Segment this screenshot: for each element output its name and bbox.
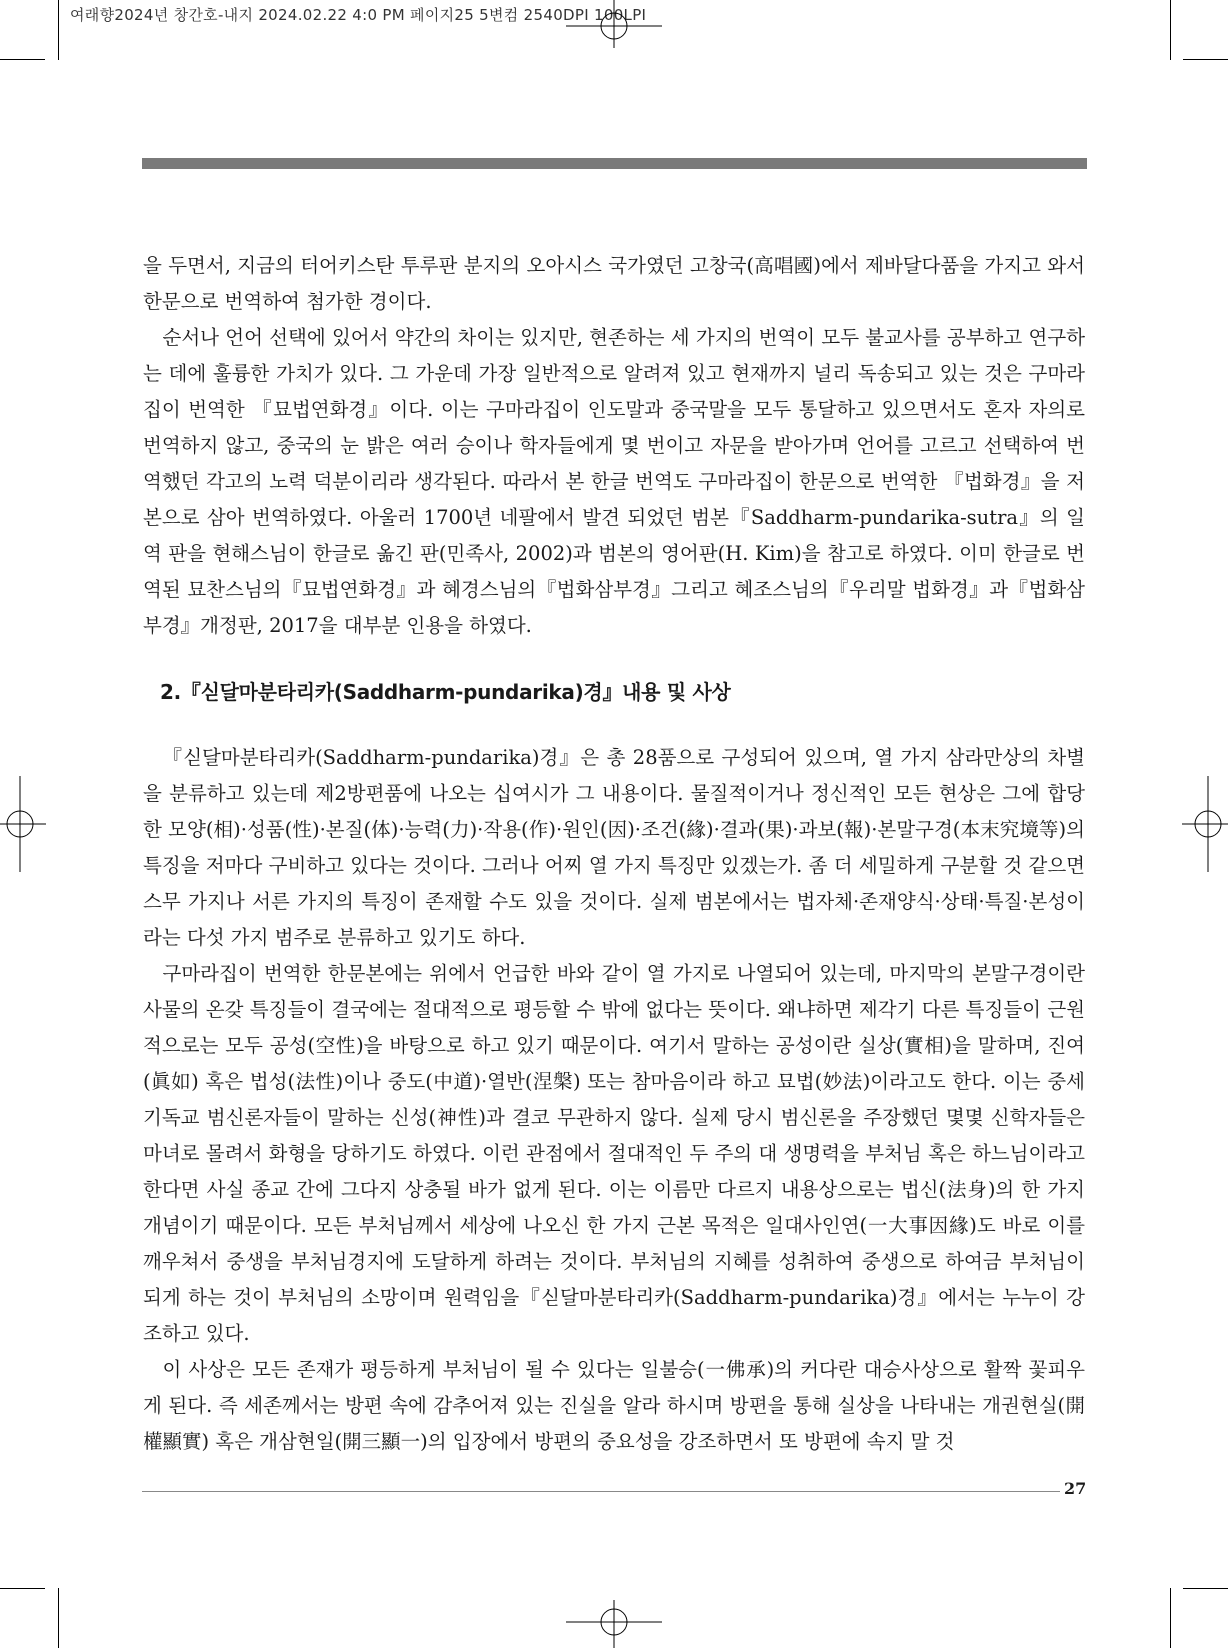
- body-text-block-top: [143, 248, 1085, 644]
- paragraph-5: 이 사상은 모든 존재가 평등하게 부처님이 될 수 있다는 일불승(一佛承)의 커다란 대승사상으로 활짝 꽃피우게 된다. 즉 세존께서는 방편 속에 감추어져 있는 진실을 알라 하시며 방편을 통해 실상을 나타내는 개권현실(開權顯實) 혹은 개삼현일(開三顯一)의 입장에서 방편의 중요성을 강조하면서 또 방편에 속지 말 것: [143, 1358, 1085, 1453]
- section-heading: 2.『싣달마분타리카(Saddharm-pundarika)경』내용 및 사상: [160, 680, 731, 704]
- paragraph-3: 『싣달마분타리카(Saddharm-pundarika)경』은 총 28품으로 구성되어 있으며, 열 가지 삼라만상의 차별을 분류하고 있는데 제2방편품에 나오는 십여시가 그 내용이다. 물질적이거나 정신적인 모든 현상은 그에 합당한 모양(相)·성품(性)·본질(体)·능력(力)·작용(作)·원인(因)·조건(緣)·결과(果)·과보(報)·본말구경(本末究境等)의 특징을 저마다 구비하고 있다는 것이다. 그러나 어찌 열 가지 특징만 있겠는가. 좀 더 세밀하게 구분할 것 같으면 스무 가지나 서른 가지의 특징이 존재할 수도 있을 것이다. 실제 범본에서는 법자체·존재양식·상태·특질·본성이라는 다섯 가지 범주로 분류하고 있기도 하다.: [143, 746, 1085, 949]
- print-slug: 여래향2024년 창간호-내지 2024.02.22 4:0 PM 페이지25 5변컴 2540DPI 100LPI: [70, 6, 647, 24]
- footer-rule: [142, 1491, 1060, 1492]
- paragraph-2: 순서나 언어 선택에 있어서 약간의 차이는 있지만, 현존하는 세 가지의 번역이 모두 불교사를 공부하고 연구하는 데에 훌륭한 가치가 있다. 그 가운데 가장 일반적으로 알려져 있고 현재까지 널리 독송되고 있는 것은 구마라집이 번역한 『묘법연화경』이다. 이는 구마라집이 인도말과 중국말을 모두 통달하고 있으면서도 혼자 자의로 번역하지 않고, 중국의 눈 밝은 여러 승이나 학자들에게 몇 번이고 자문을 받아가며 언어를 고르고 선택하여 번역했던 각고의 노력 덕분이리라 생각된다. 따라서 본 한글 번역도 구마라집이 한문으로 번역한 『법화경』을 저본으로 삼아 번역하였다. 아울러 1700년 네팔에서 발견 되었던 범본『Saddharm-pundarika-sutra』의 일역 판을 현해스님이 한글로 옮긴 판(민족사, 2002)과 범본의 영어판(H. Kim)을 참고로 하였다. 이미 한글로 번역된 묘찬스님의『묘법연화경』과 혜경스님의『법화삼부경』그리고 혜조스님의『우리말 법화경』과『법화삼부경』개정판, 2017을 대부분 인용을 하였다.: [143, 326, 1085, 637]
- header-rule: [142, 158, 1087, 169]
- registration-mark-top: [566, 0, 662, 50]
- crop-mark-bottom-left-v: [58, 1588, 59, 1648]
- paragraph-4: 구마라집이 번역한 한문본에는 위에서 언급한 바와 같이 열 가지로 나열되어 있는데, 마지막의 본말구경이란 사물의 온갖 특징들이 결국에는 절대적으로 평등할 수 밖에 없다는 뜻이다. 왜냐하면 제각기 다른 특징들이 근원적으로는 모두 공성(空性)을 바탕으로 하고 있기 때문이다. 여기서 말하는 공성이란 실상(實相)을 말하며, 진여(眞如) 혹은 법성(法性)이나 중도(中道)·열반(涅槃) 또는 참마음이라 하고 묘법(妙法)이라고도 한다. 이는 중세 기독교 범신론자들이 말하는 신성(神性)과 결코 무관하지 않다. 실제 당시 범신론을 주장했던 몇몇 신학자들은 마녀로 몰려서 화형을 당하기도 하였다. 이런 관점에서 절대적인 두 주의 대 생명력을 부처님 혹은 하느님이라고 한다면 사실 종교 간에 그다지 상충될 바가 없게 된다. 이는 이름만 다르지 내용상으로는 법신(法身)의 한 가지 개념이기 때문이다. 모든 부처님께서 세상에 나오신 한 가지 근본 목적은 일대사인연(一大事因緣)도 바로 이를 깨우쳐서 중생을 부처님경지에 도달하게 하려는 것이다. 부처님의 지혜를 성취하여 중생으로 하여금 부처님이 되게 하는 것이 부처님의 소망이며 원력임을『싣달마분타리카(Saddharm-pundarika)경』에서는 누누이 강조하고 있다.: [143, 962, 1085, 1345]
- registration-mark-right: [1180, 776, 1228, 872]
- crop-mark-bottom-right-h: [1183, 1588, 1228, 1589]
- crop-mark-bottom-left-h: [0, 1588, 45, 1589]
- crop-mark-bottom-right-v: [1170, 1588, 1171, 1648]
- crop-mark-top-right-h: [1183, 59, 1228, 60]
- crop-mark-top-right-v: [1170, 0, 1171, 60]
- registration-mark-left: [0, 776, 48, 872]
- body-text-block-bottom: [143, 740, 1085, 1460]
- crop-mark-top-left-h: [0, 59, 45, 60]
- page-number: 27: [1064, 1479, 1087, 1498]
- registration-mark-bottom: [566, 1600, 662, 1648]
- crop-mark-top-left-v: [58, 0, 59, 60]
- paragraph-1: 을 두면서, 지금의 터어키스탄 투루판 분지의 오아시스 국가였던 고창국(高唱國)에서 제바달다품을 가지고 와서 한문으로 번역하여 첨가한 경이다.: [143, 254, 1085, 313]
